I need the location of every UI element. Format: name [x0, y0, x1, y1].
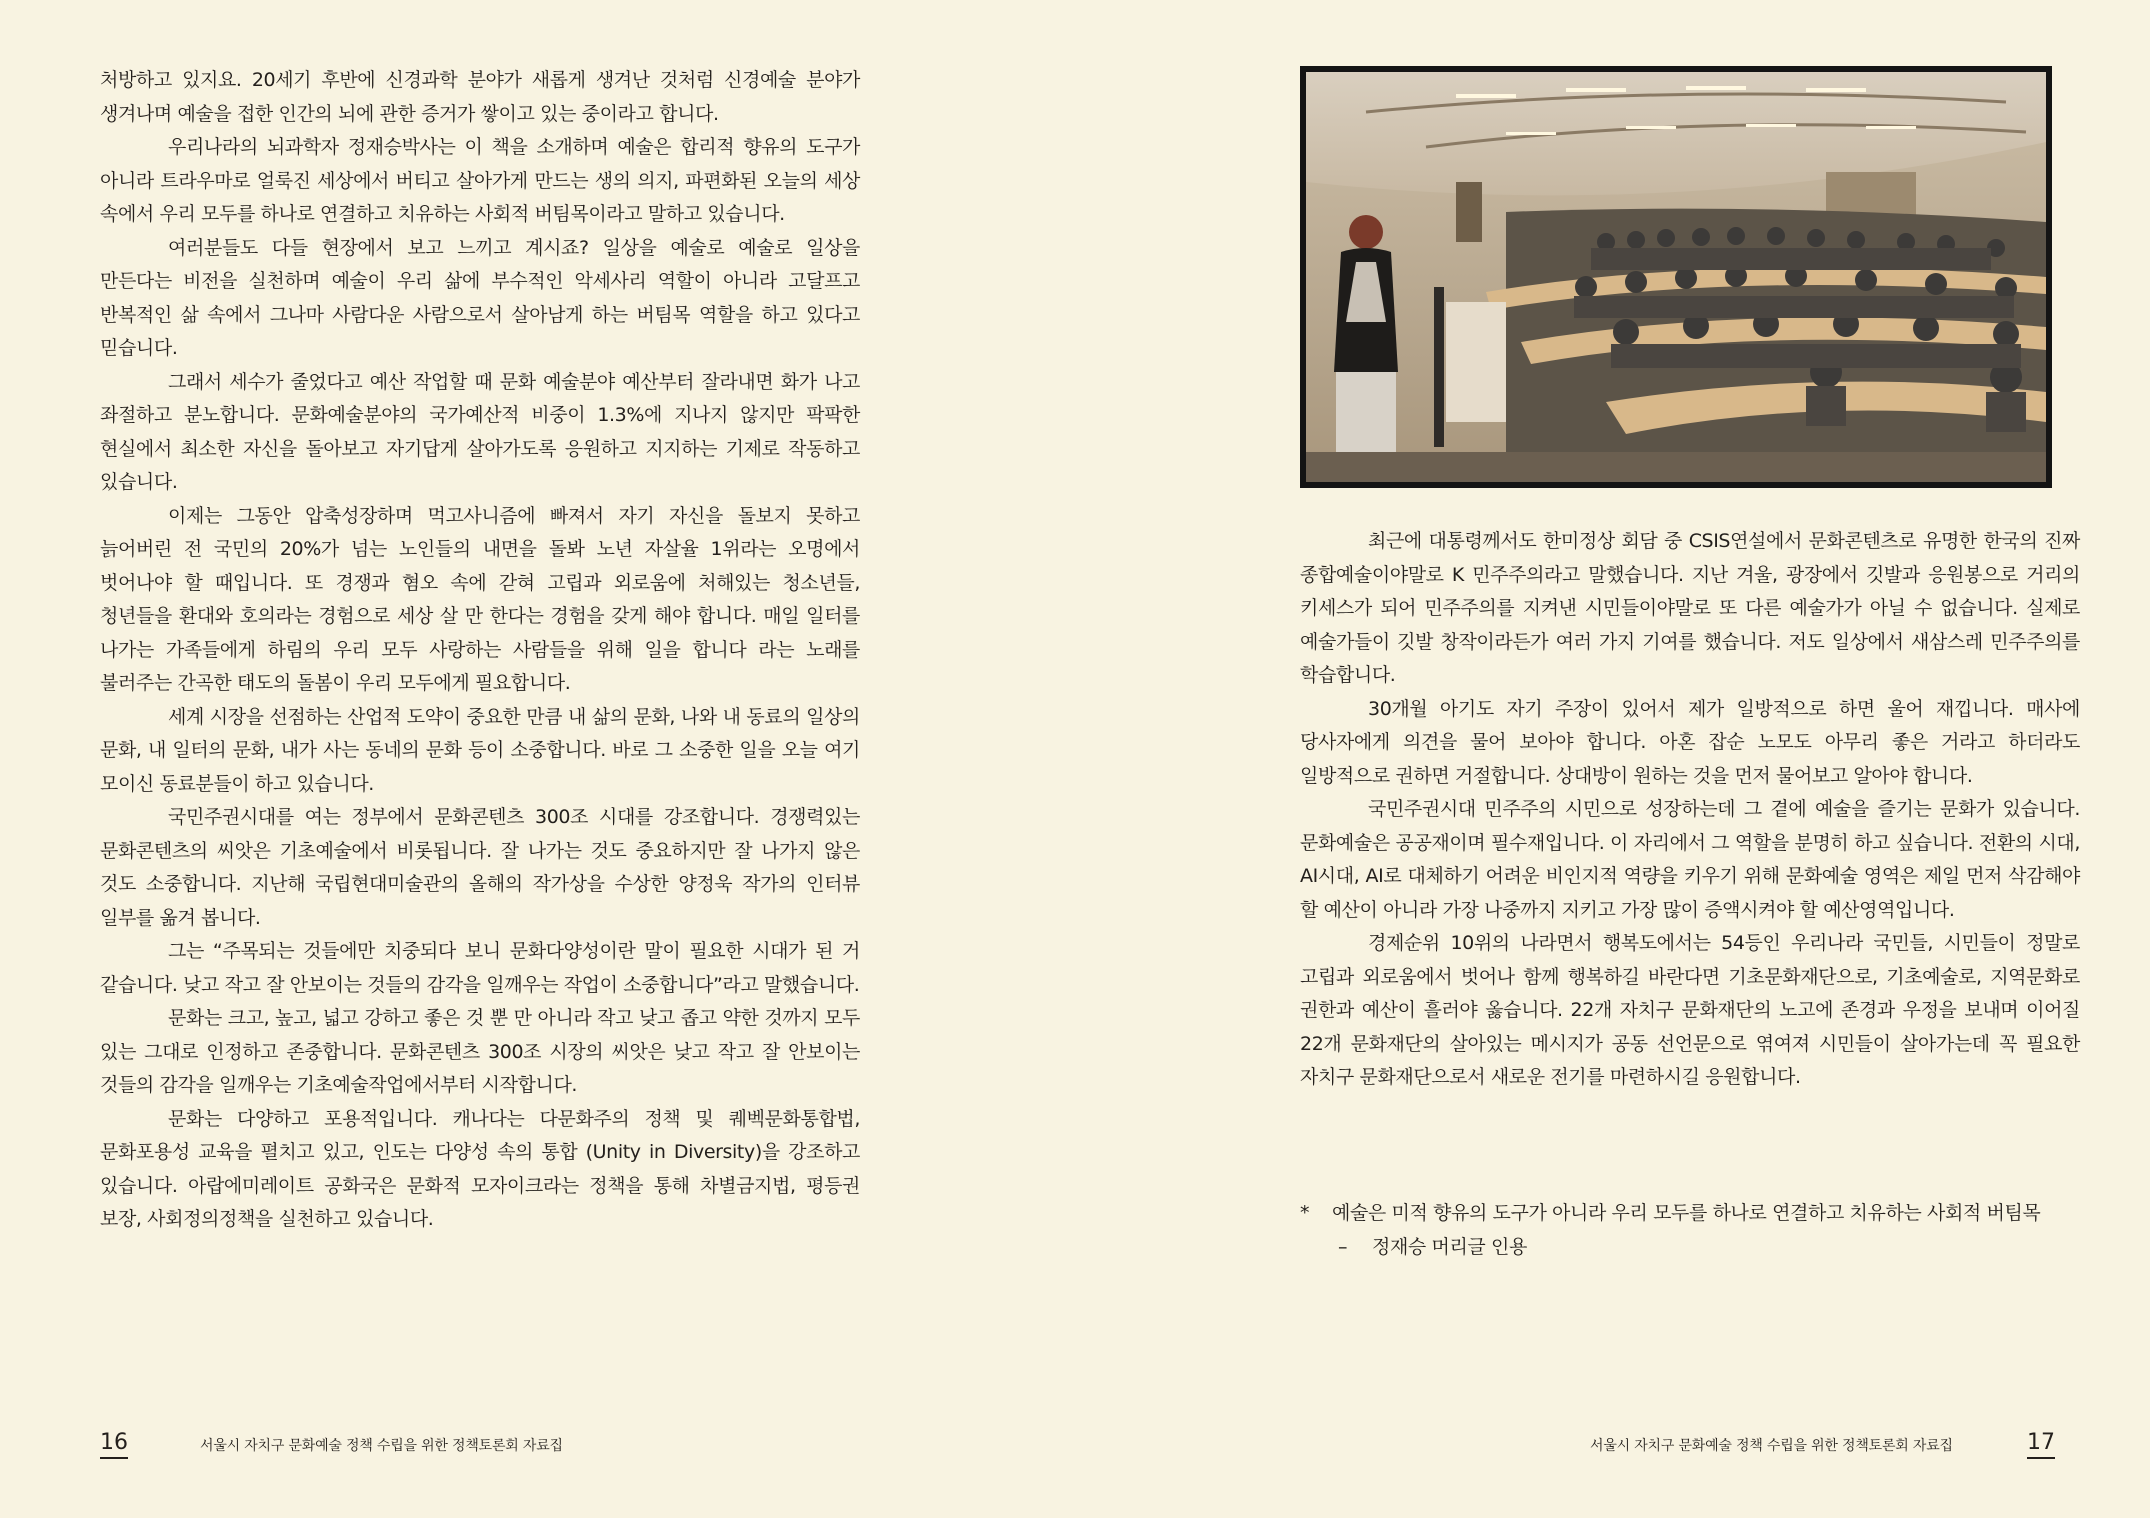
paragraph: 최근에 대통령께서도 한미정상 회담 중 CSIS연설에서 문화콘텐츠로 유명한 한국의 진짜 종합예술이야말로 K 민주주의라고 말했습니다. 지난 겨울, 광장에서 깃발과 응원봉으로 거리의 키세스가 되어 민주주의를 지켜낸 시민들이야말로 또 다른 예술가가 아닐 수 없습니다. 실제로 예술가들이 깃발 창작이라든가 여러 가지 기여를 했습니다. 저도 일상에서 새삼스레 민주주의를 학습합니다. [1300, 530, 2080, 686]
note-quote: 예술은 미적 향유의 도구가 아니라 우리 모두를 하나로 연결하고 치유하는 사회적 버팀목 [1332, 1202, 2041, 1224]
paragraph: 우리나라의 뇌과학자 정재승박사는 이 책을 소개하며 예술은 합리적 향유의 도구가 아니라 트라우마로 얼룩진 세상에서 버티고 살아가게 만드는 생의 의지, 파편화된 오늘의 세상 속에서 우리 모두를 하나로 연결하고 치유하는 사회적 버팀목이라고 말하고 있습니다. [100, 136, 860, 225]
quote-note [1300, 1196, 2080, 1264]
paragraph: 그래서 세수가 줄었다고 예산 작업할 때 문화 예술분야 예산부터 잘라내면 화가 나고 좌절하고 분노합니다. 문화예술분야의 국가예산적 비중이 1.3%에 지나지 않지만 팍팍한 현실에서 최소한 자신을 돌아보고 자기답게 살아가도록 응원하고 지지하는 기제로 작동하고 있습니다. [100, 370, 860, 493]
paragraph: 처방하고 있지요. 20세기 후반에 신경과학 분야가 새롭게 생겨난 것처럼 신경예술 분야가 생겨나며 예술을 접한 인간의 뇌에 관한 증거가 쌓이고 있는 중이라고 합니다. [100, 69, 860, 125]
paragraph: 여러분들도 다들 현장에서 보고 느끼고 계시죠? 일상을 예술로 예술로 일상을 만든다는 비전을 실천하며 예술이 우리 삶에 부수적인 악세사리 역할이 아니라 고달프고 반복적인 삶 속에서 그나마 사람다운 사람으로서 살아남게 하는 버팀목 역할을 하고 있다고 믿습니다. [100, 236, 860, 359]
paragraph: 문화는 크고, 높고, 넓고 강하고 좋은 것 뿐 만 아니라 작고 낮고 좁고 약한 것까지 모두 있는 그대로 인정하고 존중합니다. 문화콘텐츠 300조 시장의 씨앗은 낮고 작고 잘 안보이는 것들의 감각을 일깨우는 기초예술작업에서부터 시작합니다. [100, 1007, 860, 1096]
page-number: 16 [100, 1430, 128, 1459]
note-marker: * [1300, 1202, 1310, 1224]
paragraph: 국민주권시대 민주주의 시민으로 성장하는데 그 곁에 예술을 즐기는 문화가 있습니다. 문화예술은 공공재이며 필수재입니다. 이 자리에서 그 역할을 분명히 하고 싶습니다. 전환의 시대, AI시대, AI로 대체하기 어려운 비인지적 역량을 키우기 위해 문화예술 영역은 제일 먼저 삭감해야 할 예산이 아니라 가장 나중까지 지키고 가장 많이 증액시켜야 할 예산영역입니다. [1300, 798, 2080, 921]
paragraph: 30개월 아기도 자기 주장이 있어서 제가 일방적으로 하면 울어 재낍니다. 매사에 당사자에게 의견을 물어 보아야 합니다. 아혼 잡순 노모도 아무리 좋은 거라고 하더라도 일방적으로 권하면 거절합니다. 상대방이 원하는 것을 먼저 물어보고 알아야 합니다. [1300, 697, 2080, 787]
paragraph: 이제는 그동안 압축성장하며 먹고사니즘에 빠져서 자기 자신을 돌보지 못하고 늙어버린 전 국민의 20%가 넘는 노인들의 내면을 돌봐 노년 자살율 1위라는 오명에서 벗어나야 할 때입니다. 또 경쟁과 혐오 속에 갇혀 고립과 외로움에 처해있는 청소년들, 청년들을 환대와 호의라는 경험으로 세상 살 만 한다는 경험을 갖게 해야 합니다. 매일 일터를 나가는 가족들에게 하림의 우리 모두 사랑하는 사람들을 위해 일을 합니다 라는 노래를 불러주는 간곡한 태도의 돌봄이 우리 모두에게 필요합니다. [100, 504, 860, 694]
page-number: 17 [2027, 1430, 2055, 1459]
note-attribution: 정재승 머리글 인용 [1372, 1236, 1527, 1258]
paragraph: 국민주권시대를 여는 정부에서 문화콘텐츠 300조 시대를 강조합니다. 경쟁력있는 문화콘텐츠의 씨앗은 기초예술에서 비롯됩니다. 잘 나가는 것도 중요하지만 잘 나가지 않은 것도 소중합니다. 지난해 국립현대미술관의 올해의 작가상을 수상한 양정욱 작가의 인터뷰 일부를 옮겨 봅니다. [100, 806, 860, 929]
lecture-hall-image [1306, 72, 2046, 482]
paragraph: 문화는 다양하고 포용적입니다. 캐나다는 다문화주의 정책 및 퀘벡문화통합법, 문화포용성 교육을 펼치고 있고, 인도는 다양성 속의 통합 (Unity in Diversity)을 강조하고 있습니다. 아랍에미레이트 공화국은 문화적 모자이크라는 정책을 통해 차별금지법, 평등권 보장, 사회정의정책을 실천하고 있습니다. [100, 1107, 860, 1230]
note-dash: – [1338, 1236, 1348, 1258]
forum-audience-photo [1300, 66, 2052, 488]
paragraph: 경제순위 10위의 나라면서 행복도에서는 54등인 우리나라 국민들, 시민들이 정말로 고립과 외로움에서 벗어나 함께 행복하길 바란다면 기초문화재단으로, 기초예술로, 지역문화로 권한과 예산이 흘러야 옳습니다. 22개 자치구 문화재단의 노고에 존경과 우정을 보내며 이어질 22개 문화재단의 살아있는 메시지가 공동 선언문으로 엮여져 시민들이 살아가는데 꼭 필요한 자치구 문화재단으로서 새로운 전기를 마련하시길 응원합니다. [1300, 932, 2080, 1088]
paragraph: 그는 “주목되는 것들에만 치중되다 보니 문화다양성이란 말이 필요한 시대가 된 거 같습니다. 낮고 작고 잘 안보이는 것들의 감각을 일깨우는 작업이 소중합니다”라고 말했습니다. [100, 940, 860, 996]
paragraph: 세계 시장을 선점하는 산업적 도약이 중요한 만큼 내 삶의 문화, 나와 내 동료의 일상의 문화, 내 일터의 문화, 내가 사는 동네의 문화 등이 소중합니다. 바로 그 소중한 일을 오늘 여기 모이신 동료분들이 하고 있습니다. [100, 705, 860, 795]
running-head: 서울시 자치구 문화예술 정책 수립을 위한 정책토론회 자료집 [200, 1438, 563, 1454]
right-page [1075, 0, 2150, 1518]
running-head: 서울시 자치구 문화예술 정책 수립을 위한 정책토론회 자료집 [1590, 1438, 1953, 1454]
right-body-text [1300, 525, 2080, 1095]
left-body-text [100, 64, 860, 1237]
